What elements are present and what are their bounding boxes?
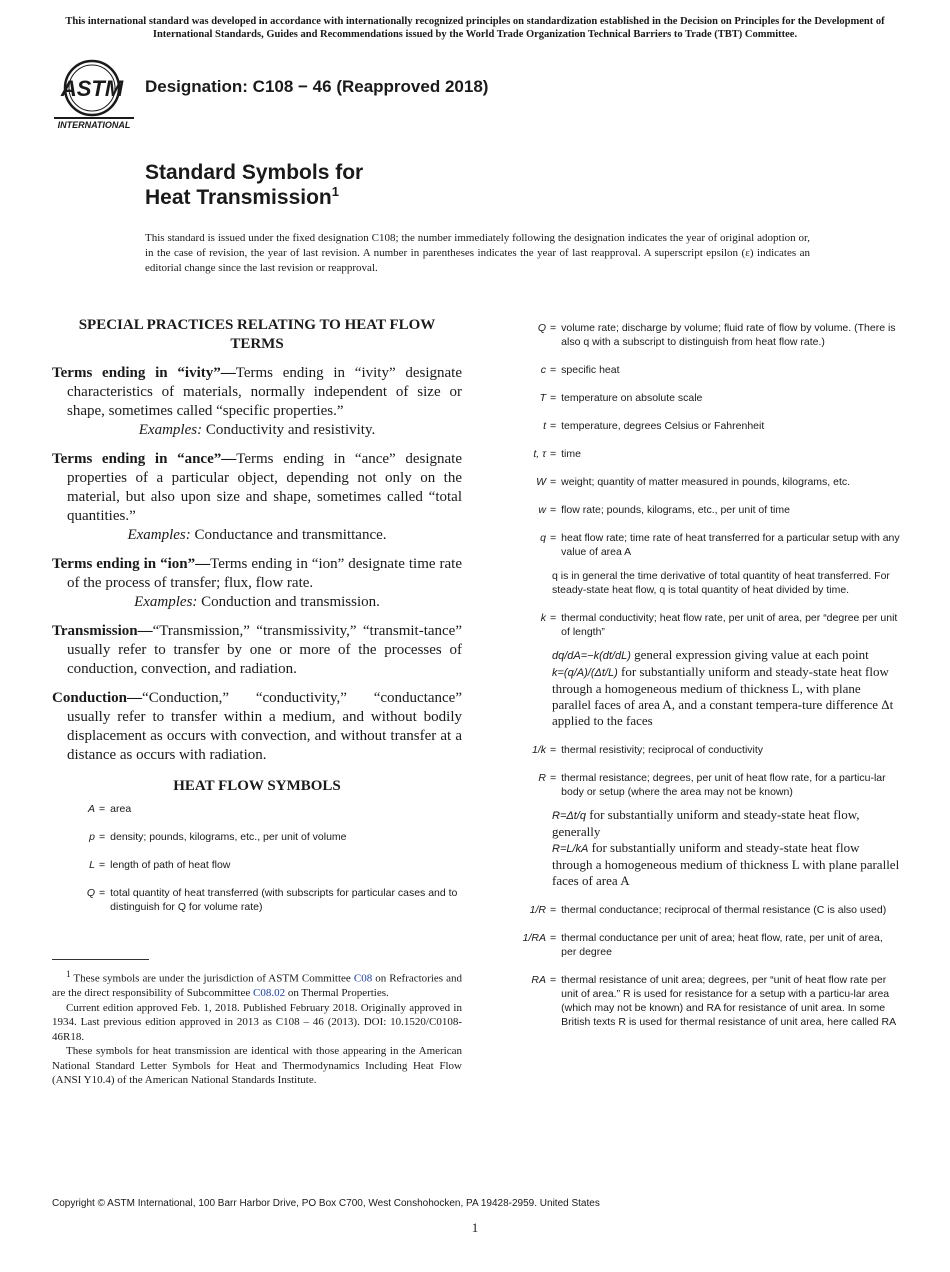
symbol-definition: thermal conductance per unit of area; heat flow, rate, per unit of area, per degree (561, 932, 883, 958)
example-ion-label: Examples: (134, 594, 198, 610)
title-line-1: Standard Symbols for (145, 161, 364, 184)
term-conduction (52, 689, 462, 765)
equals-sign: = (550, 322, 557, 334)
left-symbol-list (52, 802, 462, 914)
symbol-row-w (505, 503, 900, 517)
symbol-row-R (505, 771, 900, 799)
equals-sign: = (99, 803, 106, 815)
symbol-definition: volume rate; discharge by volume; fluid rate of flow by volume. (There is also q with a subscript to distinguish from heat flow rate.) (561, 322, 896, 348)
r-expression-2 (552, 840, 900, 889)
footnote-1-text-a: These symbols are under the jurisdiction of ASTM Committee (70, 972, 354, 985)
symbol: t (543, 420, 546, 432)
equals-sign: = (550, 420, 557, 432)
symbol-definition: heat flow rate; time rate of heat transferred for a particular setup with any value of area A (561, 532, 900, 558)
symbol-row-p (52, 830, 462, 844)
q-note: q is in general the time derivative of total quantity of heat transferred. For steady-state heat flow, q is total quantity of heat divided by time. (552, 570, 890, 596)
equals-sign: = (99, 859, 106, 871)
symbol: c (540, 364, 546, 376)
title-footnote-mark: 1 (331, 184, 339, 199)
symbol: W (536, 476, 546, 488)
symbol-row-c (505, 363, 900, 377)
right-column (505, 321, 900, 1043)
equals-sign: = (550, 392, 557, 404)
symbol: RA (531, 974, 546, 986)
symbol-row-L (52, 858, 462, 872)
symbol-definition: flow rate; pounds, kilograms, etc., per unit of time (561, 504, 790, 516)
r-formula-2: R=L/kA (552, 843, 589, 855)
term-ance-text: Terms ending in “ance” designate properties of a particular object, depending not only on the material, but also upon size and shape, sometimes called “total quantities.” (67, 451, 463, 524)
r-formula-1: R=Δt/q (552, 810, 586, 822)
symbol: T (539, 392, 546, 404)
symbol-definition: temperature on absolute scale (561, 392, 703, 404)
astm-logo (52, 57, 136, 131)
term-ion-label: Terms ending in “ion”— (52, 556, 211, 572)
issue-note: This standard is issued under the fixed designation C108; the number immediately following the designation indicates the year of original adoption or, in the case of revision, the year of last revision. A number in parentheses indicates the year of last reapproval. A superscript epsilon (ε) indicates an editorial change since the last revision or reapproval. (145, 232, 810, 274)
k-expression-2-text: for substantially uniform and steady-state heat flow through a homogeneous medium of thickness L, with plane parallel faces of area A, and a constant tempera-ture difference Δt applied to the faces (552, 664, 894, 728)
right-symbol-list-4 (505, 903, 900, 1029)
symbol-definition: weight; quantity of matter measured in pounds, kilograms, etc. (561, 476, 851, 488)
footnote-divider (52, 959, 149, 960)
example-ion-text: Conduction and transmission. (197, 594, 380, 610)
symbol-row-inv-RA (505, 931, 900, 959)
subcommittee-c08-02-link[interactable]: C08.02 (253, 987, 286, 1000)
k-expressions (552, 647, 900, 729)
term-ivity (52, 364, 462, 421)
symbol-definition: total quantity of heat transferred (with subscripts for particular cases and to distinguish for Q for volume rate) (110, 887, 458, 913)
k-expression-2 (552, 664, 900, 729)
top-notice: This international standard was developed in accordance with internationally recognized principles on standardization established in the Decision on Principles for the Development of International Standards, Guides and Recommendations issued by the World Trade Organization Technical Barriers to Trade (TBT) Committee. (65, 16, 885, 40)
symbol-definition: thermal resistance of unit area; degrees, per “unit of heat flow rate per unit of area.” R is used for resistance for a setup with a particu-lar area (which may not be known) and RA for resistance of unit area. In some British texts R is used for thermal resistance of unit area, here called RA (561, 974, 897, 1028)
r-expression-1-text: for substantially uniform and steady-state heat flow, generally (552, 807, 860, 839)
symbol: q (540, 532, 546, 544)
symbol-definition: thermal resistance; degrees, per unit of heat flow rate, for a particu-lar body or setup (where the area may not be known) (561, 772, 886, 798)
right-symbol-list (505, 321, 900, 559)
term-conduction-text: “Conduction,” “conductivity,” “conductance” usually refer to transfer within a medium, and without bodily displacement as occurs with convection, and without transfer at a distance as occurs with radiation. (67, 690, 462, 763)
symbol-row-Q-total (52, 886, 462, 914)
example-ivity (52, 421, 462, 440)
copyright: Copyright © ASTM International, 100 Barr Harbor Drive, PO Box C700, West Conshohocken, PA 19428-2959. United States (52, 1198, 600, 1209)
k-expression-1 (552, 647, 900, 664)
symbol-definition: thermal conductance; reciprocal of thermal resistance (C is also used) (561, 904, 887, 916)
symbol-definition: thermal conductivity; heat flow rate, per unit of area, per “degree per unit of length” (561, 612, 898, 638)
symbol-row-T (505, 391, 900, 405)
term-transmission-label: Transmission— (52, 623, 153, 639)
footnote-1-text-c: on Thermal Properties. (285, 987, 389, 1000)
logo-word: INTERNATIONAL (57, 120, 131, 130)
footnotes (52, 967, 462, 1088)
symbol-definition: density; pounds, kilograms, etc., per unit of volume (110, 831, 347, 843)
symbol-row-q (505, 531, 900, 559)
equals-sign: = (550, 974, 557, 986)
symbol: p (89, 831, 95, 843)
symbol: k (540, 612, 546, 624)
equals-sign: = (550, 744, 557, 756)
term-conduction-label: Conduction— (52, 690, 143, 706)
symbol: 1/RA (522, 932, 546, 944)
example-ance (52, 526, 462, 545)
logo-letters: ASTM (60, 76, 124, 101)
footnote-1 (52, 967, 462, 1001)
left-column (52, 316, 462, 928)
k-expression-1-text: general expression giving value at each point (630, 647, 869, 662)
symbol: w (538, 504, 546, 516)
equals-sign: = (550, 904, 557, 916)
r-expression-2-text: for substantially uniform and steady-state heat flow through a homogeneous medium of thickness L with plane parallel faces of area A (552, 840, 900, 888)
equals-sign: = (550, 476, 557, 488)
footnote-edition: Current edition approved Feb. 1, 2018. Published February 2018. Originally approved in 1934. Last previous edition approved in 2013 as C108 – 46 (2013). DOI: 10.1520/C0108-46R18. (52, 1001, 462, 1043)
example-ance-label: Examples: (127, 527, 191, 543)
page-number: 1 (471, 1220, 479, 1235)
symbol-row-Q-volume (505, 321, 900, 349)
symbol: A (87, 803, 95, 815)
symbol-definition: length of path of heat flow (110, 859, 231, 871)
symbol-definition: specific heat (561, 364, 620, 376)
right-symbol-list-2 (505, 611, 900, 639)
equals-sign: = (550, 772, 557, 784)
symbol: L (89, 859, 95, 871)
term-transmission (52, 622, 462, 679)
symbol-row-k (505, 611, 900, 639)
equals-sign: = (550, 364, 557, 376)
symbol: 1/k (531, 744, 546, 756)
term-ivity-text: Terms ending in “ivity” designate characteristics of materials, normally independent of size or shape, sometimes called “specific properties.” (67, 365, 463, 419)
designation: Designation: C108 − 46 (Reapproved 2018) (145, 77, 489, 96)
k-formula-1: dq/dA=−k(dt/dL) (552, 650, 631, 662)
equals-sign: = (550, 532, 557, 544)
footnote-ansi: These symbols for heat transmission are identical with those appearing in the American National Standard Letter Symbols for Heat and Thermodynamics Including Heat Flow (ANSI Y10.4) of the American National Standards Institute. (52, 1045, 462, 1087)
example-ivity-text: Conductivity and resistivity. (202, 422, 376, 438)
symbol-row-W (505, 475, 900, 489)
equals-sign: = (550, 612, 557, 624)
document-title (145, 160, 363, 210)
symbol-row-A (52, 802, 462, 816)
right-symbol-list-3 (505, 743, 900, 799)
term-ance (52, 450, 462, 526)
symbol-definition: thermal resistivity; reciprocal of conductivity (561, 744, 764, 756)
special-practices-heading: SPECIAL PRACTICES RELATING TO HEAT FLOW TERMS (78, 317, 436, 352)
symbol-row-RA (505, 973, 900, 1029)
example-ivity-label: Examples: (138, 422, 203, 438)
k-formula-2: k=(q/A)/(Δt/L) (552, 667, 618, 679)
symbol: Q (86, 887, 95, 899)
symbol: 1/R (529, 904, 546, 916)
committee-c08-link[interactable]: C08 (353, 972, 373, 985)
symbol: t, τ (533, 448, 546, 460)
symbol-row-inv-k (505, 743, 900, 757)
term-ion (52, 555, 462, 593)
heat-flow-symbols-heading: HEAT FLOW SYMBOLS (173, 778, 341, 794)
symbol-row-t (505, 419, 900, 433)
symbol: R (538, 772, 546, 784)
equals-sign: = (99, 831, 106, 843)
footnote-1-text-b: on Refractories and are the direct responsibility of Subcommittee (52, 972, 462, 1000)
footnote-1-mark: 1 (66, 969, 71, 979)
symbol-definition: area (110, 803, 132, 815)
term-ivity-label: Terms ending in “ivity”— (52, 365, 236, 381)
term-transmission-text: “Transmission,” “transmissivity,” “transmit-tance” usually refer to transfer by one or more of the processes of conduction, convection, and radiation. (67, 623, 462, 677)
equals-sign: = (550, 504, 557, 516)
title-line-2-text: Heat Transmission (145, 186, 332, 209)
term-ion-text: Terms ending in “ion” designate time rate of the process of transfer; flux, flow rate. (67, 556, 462, 591)
term-ance-label: Terms ending in “ance”— (52, 451, 237, 467)
symbol-definition: temperature, degrees Celsius or Fahrenheit (561, 420, 765, 432)
title-line-2 (145, 185, 363, 210)
symbol-definition: time (561, 448, 581, 460)
example-ion (52, 593, 462, 612)
r-expressions (552, 807, 900, 889)
astm-logo-icon (52, 57, 136, 131)
symbol-row-inv-R (505, 903, 900, 917)
equals-sign: = (550, 932, 557, 944)
symbol-row-tau (505, 447, 900, 461)
equals-sign: = (99, 887, 106, 899)
r-expression-1 (552, 807, 900, 840)
equals-sign: = (550, 448, 557, 460)
example-ance-text: Conductance and transmittance. (190, 527, 387, 543)
symbol: Q (537, 322, 546, 334)
